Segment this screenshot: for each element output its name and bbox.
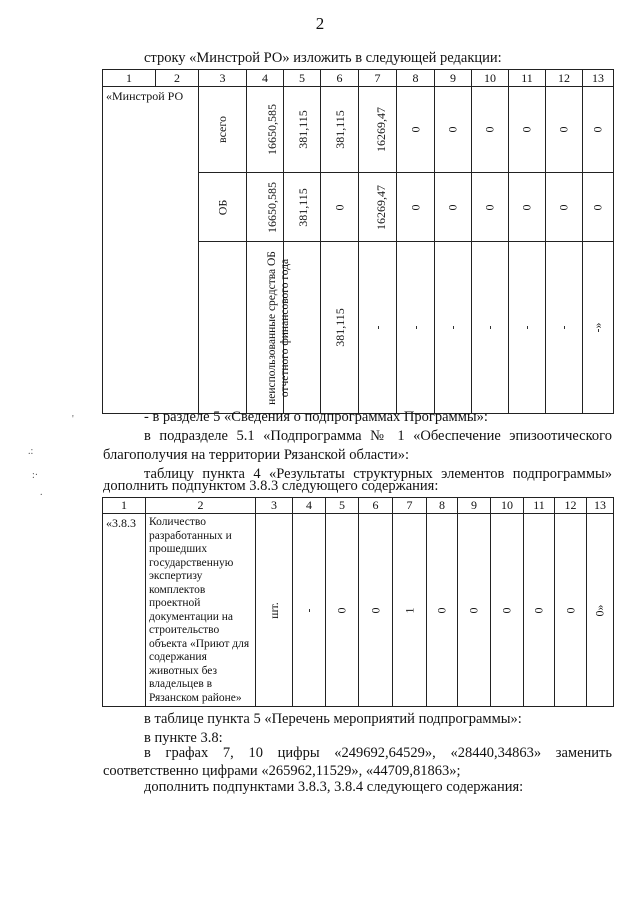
value-cell: 381,115 xyxy=(321,242,359,414)
header-cell: 13 xyxy=(587,498,614,514)
value-cell: -» xyxy=(583,242,614,414)
scan-speck: :· xyxy=(32,470,39,481)
value-cell: 0 xyxy=(427,514,458,707)
header-cell: 12 xyxy=(555,498,587,514)
header-cell: 7 xyxy=(393,498,427,514)
value-cell: 0 xyxy=(326,514,359,707)
value-cell: - xyxy=(435,242,472,414)
header-cell: 1 xyxy=(103,498,146,514)
value-cell: 16269,47 xyxy=(359,173,397,242)
value-cell: 0 xyxy=(397,173,435,242)
paragraph-list-table: в таблице пункта 5 «Перечень мероприятий подпрограммы»: xyxy=(144,711,522,727)
funding-table xyxy=(102,69,614,414)
header-cell: 9 xyxy=(458,498,491,514)
value-cell: - xyxy=(472,242,509,414)
header-cell: 2 xyxy=(146,498,256,514)
value-cell: 16650,585 xyxy=(247,87,284,173)
row-label-cell: всего xyxy=(199,87,247,173)
header-cell: 5 xyxy=(326,498,359,514)
value-cell: 16269,47 xyxy=(359,87,397,173)
value-cell: 0 xyxy=(472,87,509,173)
paragraph-item: в пункте 3.8: xyxy=(144,730,223,746)
paragraph-table-line1: таблицу пункта 4 «Результаты структурных элементов подпрограммы» xyxy=(144,466,612,482)
value-cell: 0 xyxy=(435,173,472,242)
value-cell: 381,115 xyxy=(284,87,321,173)
row-label-cell: неиспользованные средства ОБ отчетного финансового года xyxy=(199,242,247,414)
header-cell: 2 xyxy=(156,70,199,87)
header-cell: 11 xyxy=(509,70,546,87)
header-cell: 11 xyxy=(524,498,555,514)
page-number: 2 xyxy=(315,14,325,33)
value-cell: 0 xyxy=(472,173,509,242)
header-cell: 13 xyxy=(583,70,614,87)
value-cell: 0 xyxy=(583,87,614,173)
header-cell: 8 xyxy=(427,498,458,514)
header-cell: 3 xyxy=(199,70,247,87)
code-cell: «3.8.3 xyxy=(103,514,146,707)
unit-cell: шт. xyxy=(256,514,293,707)
header-cell: 9 xyxy=(435,70,472,87)
header-cell: 6 xyxy=(321,70,359,87)
scan-speck: ' xyxy=(72,414,74,425)
value-cell: 0» xyxy=(587,514,614,707)
scan-speck: .: xyxy=(28,446,34,457)
value-cell: 0 xyxy=(509,87,546,173)
value-cell: 0 xyxy=(321,173,359,242)
paragraph-section5: - в разделе 5 «Сведения о подпрограммах Программы»: xyxy=(144,409,488,425)
paragraph-subsection-line1: в подразделе 5.1 «Подпрограмма № 1 «Обеспечение эпизоотического xyxy=(144,428,612,444)
header-cell: 12 xyxy=(546,70,583,87)
header-cell: 3 xyxy=(256,498,293,514)
value-cell: 381,115 xyxy=(321,87,359,173)
header-cell: 6 xyxy=(359,498,393,514)
value-cell: - xyxy=(397,242,435,414)
value-cell: 0 xyxy=(435,87,472,173)
description-cell: Количество разработанных и прошедших государственную экспертизу комплектов проектной документации на строительство объекта «Приют для содержания животных без владельцев в Рязанском районе» xyxy=(146,514,256,707)
value-cell: - xyxy=(509,242,546,414)
value-cell: 0 xyxy=(491,514,524,707)
intro-line: строку «Минстрой РО» изложить в следующей редакции: xyxy=(144,50,502,66)
header-cell: 8 xyxy=(397,70,435,87)
value-cell: 0 xyxy=(583,173,614,242)
header-cell: 4 xyxy=(247,70,284,87)
header-cell: 5 xyxy=(284,70,321,87)
value-cell: 1 xyxy=(393,514,427,707)
value-cell: 0 xyxy=(546,173,583,242)
scan-speck: . xyxy=(40,487,43,498)
value-cell: 0 xyxy=(397,87,435,173)
value-cell: - xyxy=(293,514,326,707)
value-cell: 0 xyxy=(524,514,555,707)
header-cell: 10 xyxy=(491,498,524,514)
value-cell: 0 xyxy=(555,514,587,707)
paragraph-replace-line2: соответственно цифрами «265962,11529», «44709,81863»; xyxy=(103,763,461,779)
results-table xyxy=(102,497,614,707)
header-cell: 4 xyxy=(293,498,326,514)
value-cell: - xyxy=(359,242,397,414)
paragraph-replace-line1: в графах 7, 10 цифры «249692,64529», «28440,34863» заменить xyxy=(144,745,612,761)
header-cell: 7 xyxy=(359,70,397,87)
value-cell: 16650,585 xyxy=(247,173,284,242)
value-cell: 0 xyxy=(359,514,393,707)
value-cell: 381,115 xyxy=(284,173,321,242)
value-cell: 0 xyxy=(546,87,583,173)
header-cell: 1 xyxy=(103,70,156,87)
value-cell: - xyxy=(546,242,583,414)
paragraph-add-items: дополнить подпунктами 3.8.3, 3.8.4 следующего содержания: xyxy=(144,779,524,795)
value-cell: 0 xyxy=(509,173,546,242)
org-name-cell: «Минстрой РО xyxy=(103,87,199,414)
paragraph-table-line2: дополнить подпунктом 3.8.3 следующего содержания: xyxy=(103,478,439,494)
row-label-cell: ОБ xyxy=(199,173,247,242)
value-cell: 0 xyxy=(458,514,491,707)
paragraph-subsection-line2: благополучия на территории Рязанской области»: xyxy=(103,447,410,463)
header-cell: 10 xyxy=(472,70,509,87)
